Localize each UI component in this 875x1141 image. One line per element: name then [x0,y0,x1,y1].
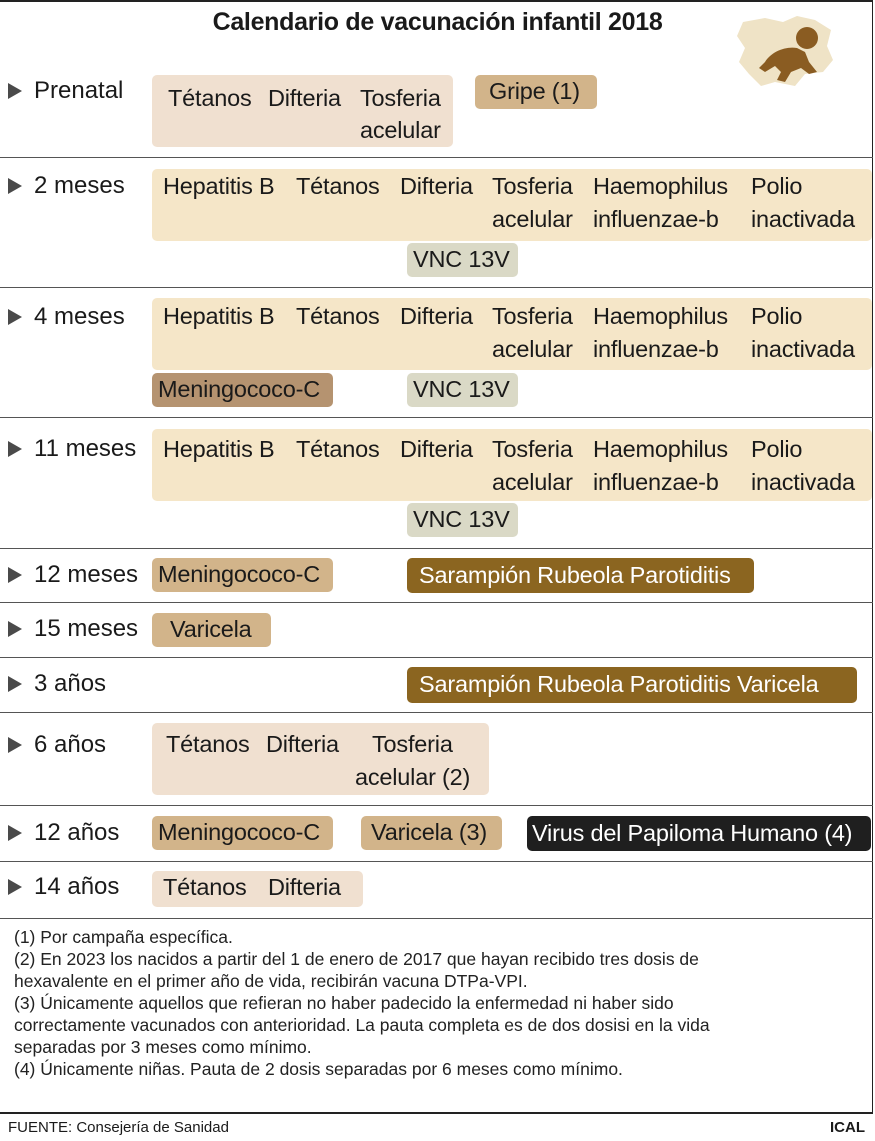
row-label-11-meses [8,435,136,463]
vaccine-hepatitis-b: Hepatitis B [163,436,275,462]
label-text: 2 meses [34,172,125,199]
separator [0,657,873,658]
label-text: 6 años [34,731,107,758]
arrow-icon [8,567,22,583]
vaccine-tosferia: Tosferia [492,173,573,199]
vaccine-difteria: Difteria [268,874,341,900]
row-label-prenatal [8,77,123,105]
vaccine-meningococo-c: Meningococo-C [158,819,320,845]
vaccine-polio: Polio [751,303,803,329]
row-label-12-anos [8,819,119,847]
source-credit: FUENTE: Consejería de Sanidad [8,1119,229,1136]
vaccine-tetanos: Tétanos [296,303,380,329]
footnote: correctamente vacunados con anterioridad. La pauta completa es de dos dosisi en la vida [14,1015,710,1035]
vaccine-varicela: Varicela [170,616,252,642]
footnote: hexavalente en el primer año de vida, recibirán vacuna DTPa-VPI. [14,971,528,991]
arrow-icon [8,737,22,753]
row-label-3-anos [8,670,106,698]
arrow-icon [8,441,22,457]
vaccine-acelular: acelular [360,117,441,143]
vaccine-tetanos: Tétanos [168,85,252,111]
vaccine-haemophilus: Haemophilus [593,436,728,462]
separator [0,157,873,158]
label-text: 14 años [34,873,120,900]
label-text: 4 meses [34,303,125,330]
vaccine-vnc: VNC 13V [413,376,510,402]
footnotes [14,926,710,1080]
vaccine-varicela-3: Varicela (3) [371,819,488,845]
vaccine-influenzae-b: influenzae-b [593,469,719,495]
vaccine-influenzae-b: influenzae-b [593,206,719,232]
footnote: separadas por 3 meses como mínimo. [14,1037,312,1057]
row-label-15-meses [8,615,138,643]
vaccine-tosferia: Tosferia [360,85,441,111]
page-title: Calendario de vacunación infantil 2018 [212,8,663,36]
vaccine-inactivada: inactivada [751,336,855,362]
label-text: 3 años [34,670,107,697]
vaccine-inactivada: inactivada [751,206,855,232]
vaccine-vnc: VNC 13V [413,506,510,532]
footnote: (3) Únicamente aquellos que refieran no haber padecido la enfermedad ni haber sido [14,993,674,1013]
vaccine-tosferia: Tosferia [492,303,573,329]
footnote: (1) Por campaña específica. [14,927,233,947]
label-text: 15 meses [34,615,139,642]
separator [0,712,873,713]
vaccine-tetanos: Tétanos [296,436,380,462]
arrow-icon [8,676,22,692]
vaccine-difteria: Difteria [400,436,473,462]
row-label-2-meses [8,172,125,200]
vaccine-tetanos: Tétanos [166,731,250,757]
arrow-icon [8,621,22,637]
vaccine-sarampion-rubeola-parotiditis: Sarampión Rubeola Parotiditis [419,562,731,588]
vaccine-tosferia: Tosferia [492,436,573,462]
vaccine-acelular: acelular [492,336,573,362]
label-text: 12 años [34,819,120,846]
vaccine-hepatitis-b: Hepatitis B [163,303,275,329]
separator [0,861,873,862]
agency-credit: ICAL [830,1119,865,1136]
vaccine-sarampion-rubeola-parotiditis-varicela: Sarampión Rubeola Parotiditis Varicela [419,671,819,697]
label-text: 12 meses [34,561,139,588]
vaccine-difteria: Difteria [268,85,341,111]
vaccine-haemophilus: Haemophilus [593,173,728,199]
vaccine-tosferia: Tosferia [372,731,453,757]
separator [0,918,873,919]
vaccine-acelular: acelular [492,206,573,232]
arrow-icon [8,83,22,99]
separator [0,805,873,806]
arrow-icon [8,309,22,325]
vaccine-polio: Polio [751,436,803,462]
footnote: (2) En 2023 los nacidos a partir del 1 de enero de 2017 que hayan recibido tres dosis de [14,949,699,969]
baby-map-logo-icon [735,12,835,90]
vaccine-inactivada: inactivada [751,469,855,495]
vaccine-gripe: Gripe (1) [489,78,580,104]
vaccine-haemophilus: Haemophilus [593,303,728,329]
separator [0,417,873,418]
footnote: (4) Únicamente niñas. Pauta de 2 dosis separadas por 6 meses como mínimo. [14,1059,623,1079]
arrow-icon [8,178,22,194]
vaccine-tetanos: Tétanos [163,874,247,900]
vaccine-hepatitis-b: Hepatitis B [163,173,275,199]
label-text: Prenatal [34,77,124,104]
separator [0,287,873,288]
vaccine-acelular: acelular [492,469,573,495]
vaccine-acelular-2: acelular (2) [355,764,471,790]
footer-divider [0,1112,873,1114]
vaccine-difteria: Difteria [400,173,473,199]
arrow-icon [8,879,22,895]
row-label-14-anos [8,873,119,901]
vaccine-difteria: Difteria [266,731,339,757]
vaccine-polio: Polio [751,173,803,199]
vaccine-influenzae-b: influenzae-b [593,336,719,362]
vaccine-vnc: VNC 13V [413,246,510,272]
vaccine-meningococo-c: Meningococo-C [158,376,320,402]
vaccine-difteria: Difteria [400,303,473,329]
label-text: 11 meses [34,435,137,462]
vaccine-virus-papiloma-humano: Virus del Papiloma Humano (4) [532,820,853,846]
row-label-6-anos [8,731,106,759]
row-label-12-meses [8,561,138,589]
vaccine-meningococo-c: Meningococo-C [158,561,320,587]
separator [0,602,873,603]
vaccine-tetanos: Tétanos [296,173,380,199]
row-label-4-meses [8,303,125,331]
arrow-icon [8,825,22,841]
separator [0,548,873,549]
